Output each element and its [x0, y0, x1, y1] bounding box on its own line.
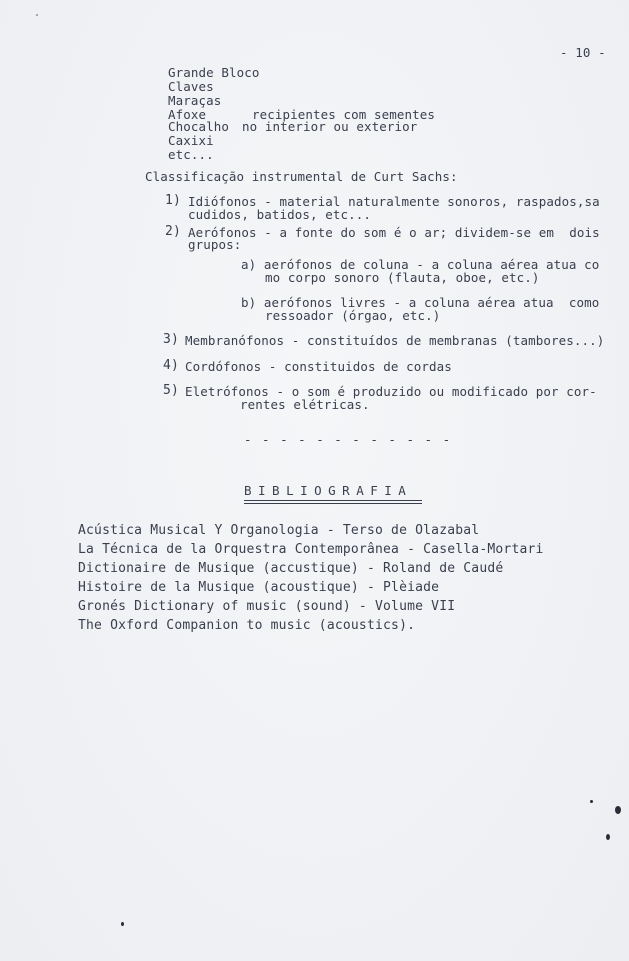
item-text: Idiófonos - material naturalmente sonoros, raspados,sa [188, 194, 600, 209]
item-number: 4) [163, 358, 180, 373]
bibliography-entry: Gronés Dictionary of music (sound) - Volume VII [78, 599, 456, 614]
instrument-item: Grande Bloco [168, 65, 260, 80]
ink-speck [121, 922, 124, 926]
instrument-item: Chocalho [168, 119, 230, 134]
instrument-item: Afoxe [168, 107, 207, 122]
title-underline [244, 500, 422, 501]
item-text: Eletrófonos - o som é produzido ou modificado por cor- [185, 384, 597, 399]
item-text: grupos: [188, 237, 242, 252]
instrument-item: etc... [168, 147, 214, 162]
bibliography-entry: Acústica Musical Y Organologia - Terso de Olazabal [78, 523, 480, 538]
item-text: Membranófonos - constituídos de membranas (tambores...) [185, 333, 605, 348]
ink-speck [36, 14, 38, 16]
item-number: 3) [163, 332, 180, 347]
classification-heading: Classificação instrumental de Curt Sachs: [145, 169, 458, 184]
instrument-note-line: recipientes com sementes [252, 107, 436, 122]
item-text: cudidos, batidos, etc... [188, 207, 372, 222]
instrument-item: Claves [168, 79, 214, 94]
page-number: - 10 - [560, 45, 606, 60]
item-number: 1) [165, 193, 182, 208]
bibliography-entry: Histoire de la Musique (acoustique) - Plèiade [78, 580, 440, 595]
bibliography-title: BIBLIOGRAFIA [244, 483, 413, 498]
ink-speck [615, 806, 621, 814]
ink-speck [590, 800, 593, 803]
subitem-text: mo corpo sonoro (flauta, oboe, etc.) [265, 270, 540, 285]
bibliography-entry: La Técnica de la Orquestra Contemporânea - Casella-Mortari [78, 542, 544, 557]
title-underline [244, 503, 422, 504]
subitem-text: ressoador (órgao, etc.) [265, 308, 441, 323]
item-number: 2) [165, 224, 182, 239]
separator-dashes: - - - - - - - - - - - - [244, 432, 452, 447]
ink-speck [606, 834, 610, 840]
item-number: 5) [163, 383, 180, 398]
instrument-note-line: no interior ou exterior [242, 119, 418, 134]
subitem-text: b) aerófonos livres - a coluna aérea atua como [241, 295, 600, 310]
bibliography-entry: Dictionaire de Musique (accustique) - Roland de Caudé [78, 561, 504, 576]
item-text: Aerófonos - a fonte do som é o ar; dividem-se em dois [188, 225, 600, 240]
bibliography-entry: The Oxford Companion to music (acoustics). [78, 618, 416, 633]
instrument-item: Caxixi [168, 133, 214, 148]
subitem-text: a) aerófonos de coluna - a coluna aérea atua co [241, 257, 600, 272]
item-text: rentes elétricas. [240, 397, 370, 412]
item-text: Cordófonos - constituidos de cordas [185, 359, 452, 374]
instrument-item: Maraças [168, 93, 222, 108]
